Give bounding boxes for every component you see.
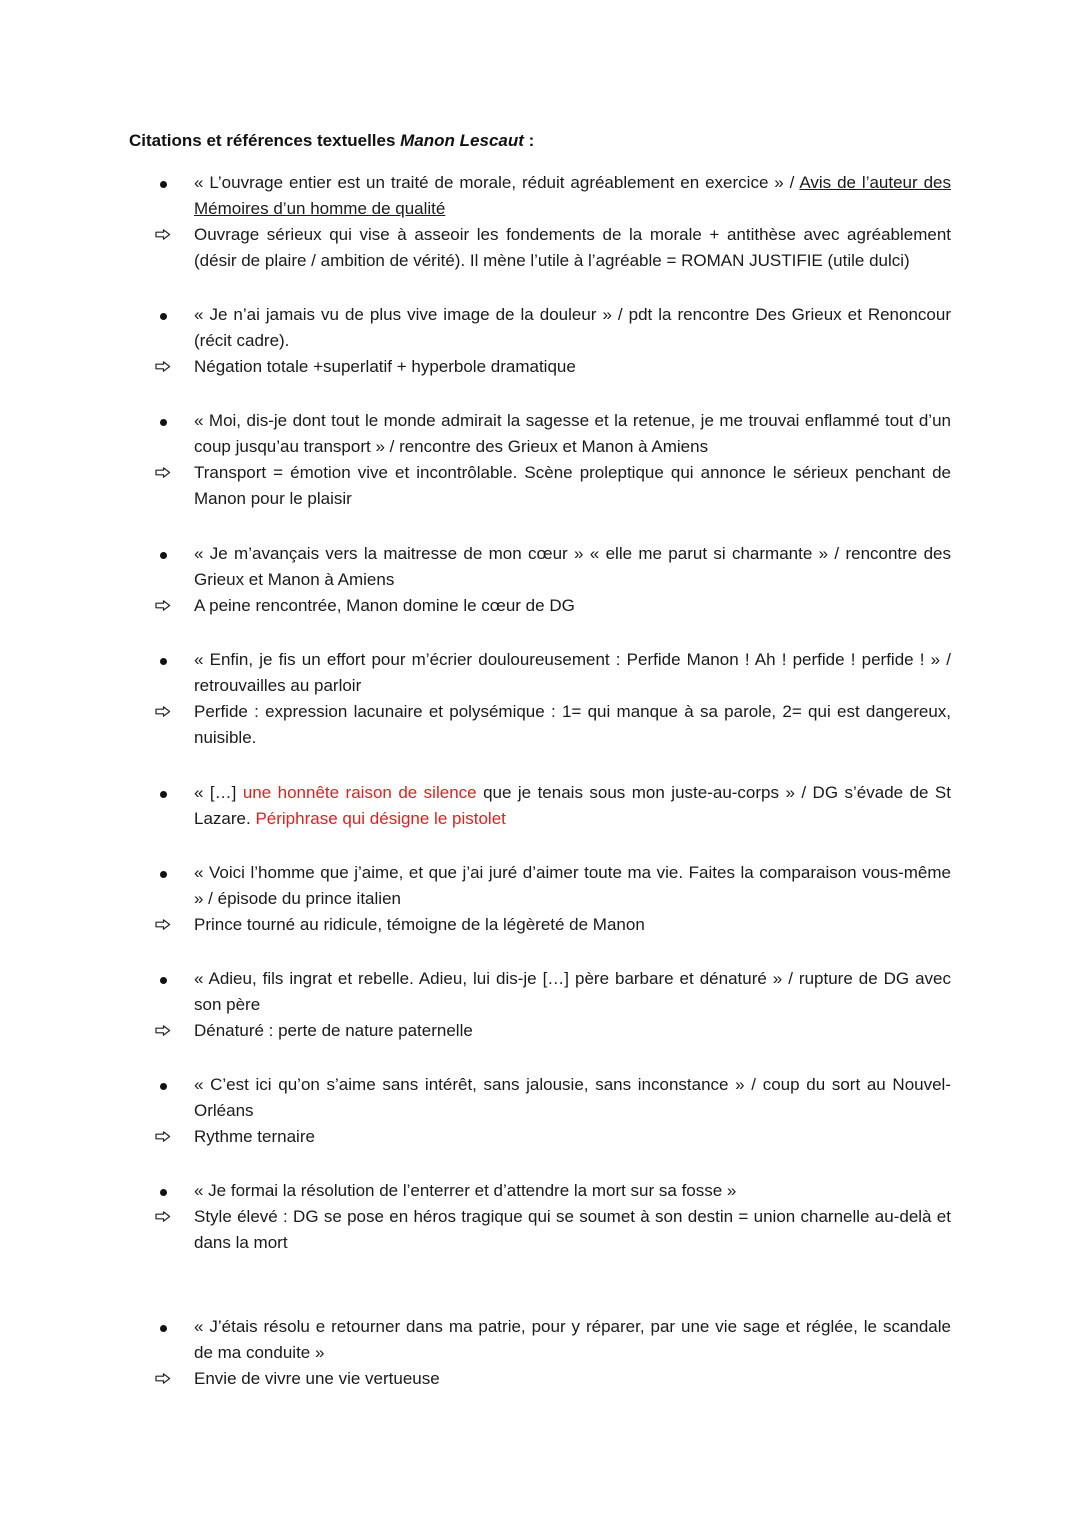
bullet-icon [140, 860, 186, 886]
bullet-icon [140, 1178, 186, 1204]
item-text: Négation totale +superlatif + hyperbole dramatique [194, 357, 576, 376]
item-text: Rythme ternaire [194, 1127, 315, 1146]
bullet-icon [140, 780, 186, 806]
item-text: A peine rencontrée, Manon domine le cœur de DG [194, 596, 575, 615]
quote-group [0, 408, 1080, 512]
item-text: « Je m’avançais vers la maitresse de mon cœur » « elle me parut si charmante » / rencontre des Grieux et Manon à Amiens [194, 544, 951, 589]
bullet-icon [140, 966, 186, 992]
quote-group [0, 860, 1080, 938]
item-text: « C’est ici qu’on s’aime sans intérêt, sans jalousie, sans inconstance » / coup du sort au Nouvel-Orléans [194, 1075, 951, 1120]
item-text: « Moi, dis-je dont tout le monde admirait la sagesse et la retenue, je me trouvai enflammé tout d’un coup jusqu’au transport » / rencontre des Grieux et Manon à Amiens [194, 411, 951, 456]
quote-item [0, 541, 1080, 593]
highlighted-text: Périphrase qui désigne le pistolet [255, 809, 506, 828]
quote-item [0, 1178, 1080, 1204]
page-title: Citations et références textuelles Manon Lescaut : [129, 131, 535, 150]
item-text: Perfide : expression lacunaire et polysémique : 1= qui manque à sa parole, 2= qui est dangereux, nuisible. [194, 702, 951, 747]
quote-item [0, 408, 1080, 460]
quote-item [0, 1314, 1080, 1366]
item-text: « Je n’ai jamais vu de plus vive image de la douleur » / pdt la rencontre Des Grieux et Renoncour (récit cadre). [194, 305, 951, 350]
arrow-right-icon [140, 354, 186, 380]
quote-item [0, 860, 1080, 912]
item-text: Style élevé : DG se pose en héros tragique qui se soumet à son destin = union charnelle au-delà et dans la mort [194, 1207, 951, 1252]
item-text: « Je formai la résolution de l’enterrer et d’attendre la mort sur sa fosse » [194, 1181, 737, 1200]
quote-group [0, 780, 1080, 832]
item-text: « Enfin, je fis un effort pour m’écrier douloureusement : Perfide Manon ! Ah ! perfide ! perfide ! » / retrouvailles au parloir [194, 650, 951, 695]
arrow-right-icon [140, 460, 186, 486]
commentary-item [0, 593, 1080, 619]
bullet-icon [140, 408, 186, 434]
bullet-icon [140, 647, 186, 673]
quote-item [0, 780, 1080, 832]
item-text: « Adieu, fils ingrat et rebelle. Adieu, lui dis-je […] père barbare et dénaturé » / rupture de DG avec son père [194, 969, 951, 1014]
quote-group [0, 541, 1080, 619]
quote-item [0, 647, 1080, 699]
item-text: Prince tourné au ridicule, témoigne de la légèreté de Manon [194, 915, 645, 934]
arrow-right-icon [140, 1366, 186, 1392]
quote-group [0, 1072, 1080, 1150]
item-text: Transport = émotion vive et incontrôlable. Scène proleptique qui annonce le sérieux penchant de Manon pour le plaisir [194, 463, 951, 508]
arrow-right-icon [140, 593, 186, 619]
commentary-item [0, 354, 1080, 380]
quote-group [0, 1178, 1080, 1256]
commentary-item [0, 1204, 1080, 1256]
quote-item [0, 170, 1080, 222]
quote-group [0, 1314, 1080, 1392]
bullet-icon [140, 541, 186, 567]
arrow-right-icon [140, 1204, 186, 1230]
title-work: Manon Lescaut [400, 131, 524, 150]
commentary-item [0, 1018, 1080, 1044]
commentary-item [0, 460, 1080, 512]
item-text: « L’ouvrage entier est un traité de morale, réduit agréablement en exercice » / [194, 173, 800, 192]
commentary-item [0, 1366, 1080, 1392]
quote-item [0, 966, 1080, 1018]
quote-group [0, 966, 1080, 1044]
quote-item [0, 1072, 1080, 1124]
item-text: Ouvrage sérieux qui vise à asseoir les fondements de la morale + antithèse avec agréablement (désir de plaire / ambition de vérité). Il mène l’utile à l’agréable = ROMAN JUSTIFIE (utile dulci) [194, 225, 951, 270]
bullet-icon [140, 1072, 186, 1098]
commentary-item [0, 1124, 1080, 1150]
quote-group [0, 647, 1080, 751]
bullet-icon [140, 302, 186, 328]
source-reference: Avis de l’auteur des Mémoires d’un homme de qualité [194, 173, 951, 218]
bullet-icon [140, 170, 186, 196]
item-text: Envie de vivre une vie vertueuse [194, 1369, 440, 1388]
item-text: « Voici l’homme que j’aime, et que j’ai juré d’aimer toute ma vie. Faites la comparaison vous-même » / épisode du prince italien [194, 863, 951, 908]
quote-group [0, 302, 1080, 380]
arrow-right-icon [140, 1124, 186, 1150]
commentary-item [0, 699, 1080, 751]
commentary-item [0, 222, 1080, 274]
item-text: « […] [194, 783, 243, 802]
arrow-right-icon [140, 1018, 186, 1044]
highlighted-text: une honnête raison de silence [242, 783, 477, 802]
bullet-icon [140, 1314, 186, 1340]
quote-item [0, 302, 1080, 354]
arrow-right-icon [140, 699, 186, 725]
item-text: « J’étais résolu e retourner dans ma patrie, pour y réparer, par une vie sage et réglée, le scandale de ma conduite » [194, 1317, 951, 1362]
item-text: Dénaturé : perte de nature paternelle [194, 1021, 473, 1040]
arrow-right-icon [140, 912, 186, 938]
quote-group [0, 170, 1080, 274]
commentary-item [0, 912, 1080, 938]
arrow-right-icon [140, 222, 186, 248]
item-text: que je tenais sous mon juste-au-corps » / DG s’évade de St Lazare. [194, 783, 951, 828]
